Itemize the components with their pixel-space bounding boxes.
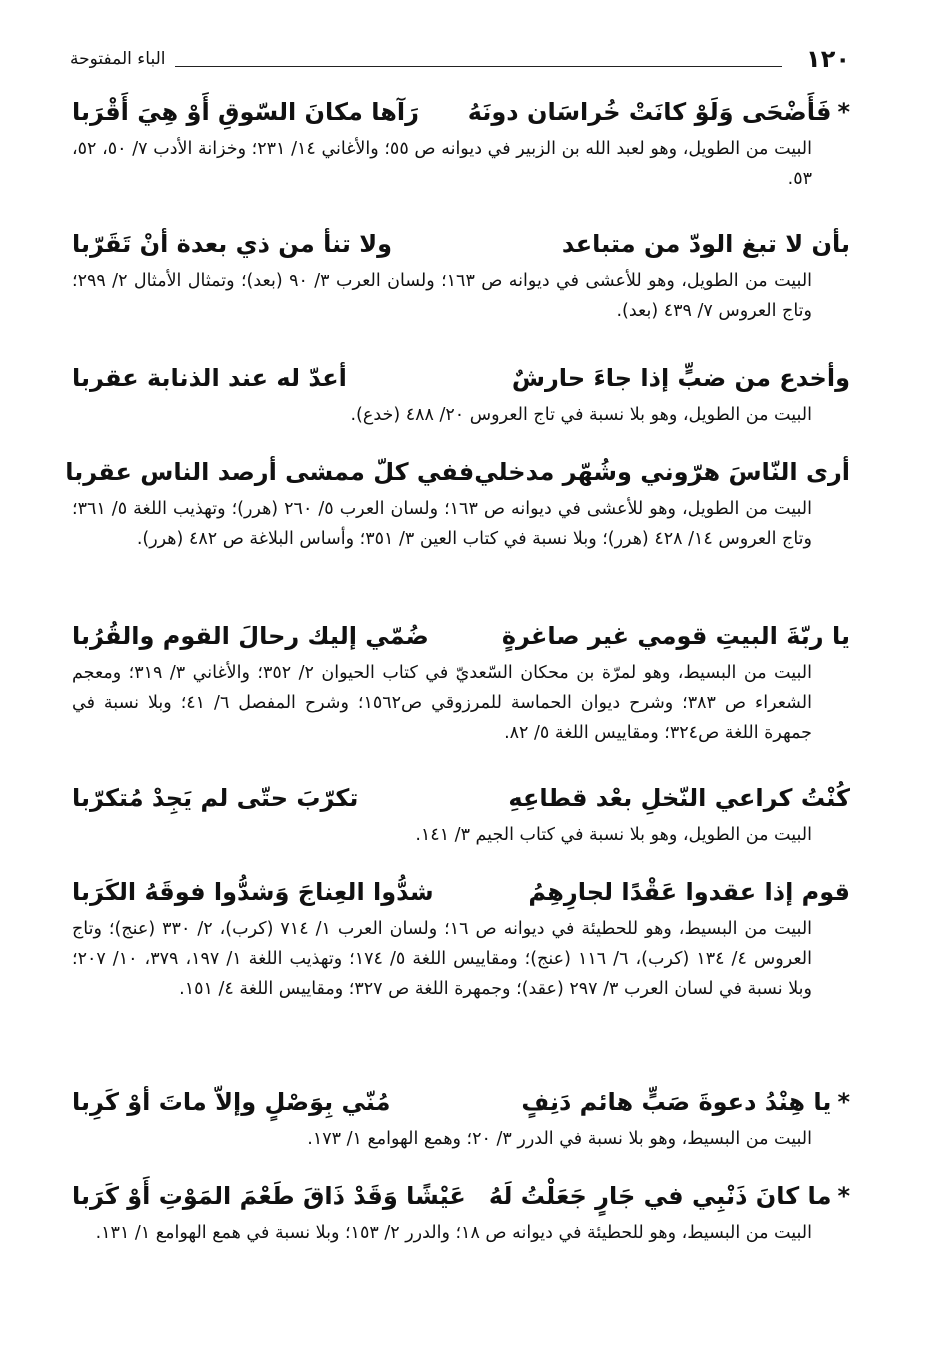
verse-note: البيت من البسيط، وهو لمرّة بن محكان السّعديّ في كتاب الحيوان ٢/ ٣٥٢؛ والأغاني ٣/ ٣١٩؛ ومعجم الشعراء ص ٣٨٣؛ وشرح ديوان الحماسة للمرزوقي ص١٥٦٢؛ وشرح المفصل ٦/ ٤١؛ وبلا نسبة في جمهرة اللغة ص٣٢٤؛ ومقاييس اللغة ٥/ ٨٢.: [72, 663, 812, 743]
verse-entry: [72, 616, 850, 748]
verse-note: البيت من الطويل، وهو بلا نسبة في كتاب الجيم ٣/ ١٤١.: [415, 825, 812, 845]
verse-entry: [72, 224, 850, 326]
first-hemistich: أرى النّاسَ هرّوني وشُهّر مدخلي: [474, 458, 850, 486]
verse-note: البيت من الطويل، وهو بلا نسبة في تاج العروس ٢٠/ ٤٨٨ (خدع).: [350, 405, 812, 425]
verse-entry: [72, 872, 850, 1004]
first-hemistich: وأخدع من ضبٍّ إذا جاءَ حارشٌ: [511, 364, 850, 392]
second-hemistich: رَآها مكانَ السّوقِ أَوْ هِيَ أَقْرَبا: [72, 98, 419, 126]
first-hemistich: قوم إذا عقدوا عَقْدًا لجارِهِمُ: [528, 878, 850, 906]
second-hemistich: مُنّي بِوَصْلٍ وإلاّ ماتَ أوْ كَرِبا: [72, 1088, 391, 1116]
verse-entry: [72, 1082, 850, 1154]
star-marker: *: [837, 1182, 850, 1210]
verse-line: [72, 224, 850, 264]
verse-note: البيت من البسيط، وهو للحطيئة في ديوانه ص ١٨؛ والدرر ٢/ ١٥٣؛ وبلا نسبة في همع الهوامع ١/ ١٣١.: [95, 1223, 812, 1243]
verse-note: البيت من البسيط، وهو بلا نسبة في الدرر ٣/ ٢٠؛ وهمع الهوامع ١/ ١٧٣.: [307, 1129, 812, 1149]
verse-note: البيت من الطويل، وهو لعبد الله بن الزبير في ديوانه ص ٥٥؛ والأغاني ١٤/ ٢٣١؛ وخزانة الأدب ٧/ ٥٠، ٥٢، ٥٣.: [72, 139, 813, 189]
verse-line: [72, 872, 850, 912]
verse-line: [72, 1082, 850, 1122]
first-hemistich: *ما كانَ ذَنْبِي في جَارٍ جَعَلْتُ لَهُ: [488, 1182, 850, 1210]
verse-entry: [72, 358, 850, 430]
verse-line: [72, 92, 850, 132]
page-number: ١٢٠: [806, 45, 850, 73]
verse-entry: [72, 92, 850, 194]
header-rule: [175, 52, 782, 67]
page-header: [70, 44, 850, 74]
first-hemistich: كُنْتُ كراعي النّخلِ بعْد قطاعِهِ: [508, 784, 850, 812]
first-hemistich: *يا هِنْدُ دعوةَ صَبٍّ هائم دَنِفٍ: [521, 1088, 850, 1116]
verse-line: [72, 778, 850, 818]
verse-note: البيت من البسيط، وهو للحطيئة في ديوانه ص ١٦؛ ولسان العرب ١/ ٧١٤ (كرب)، ٢/ ٣٣٠ (عنج)؛ وتاج العروس ٤/ ١٣٤ (كرب)، ٦/ ١١٦ (عنج)؛ ومقاييس اللغة ٥/ ١٧٤؛ وتهذيب اللغة ١/ ١٩٧، ٣٧٩، ١٠/ ٢٠٧؛ وبلا نسبة في لسان العرب ٣/ ٢٩٧ (عقد)؛ وجمهرة اللغة ص ٣٢٧؛ ومقاييس اللغة ٤/ ١٥١.: [72, 919, 813, 999]
first-hemistich: يا ربّةَ البيتِ قومي غير صاغرةٍ: [501, 622, 850, 650]
verse-line: [72, 616, 850, 656]
verse-entry: [72, 1176, 850, 1248]
second-hemistich: تكرّبَ حتّى لم يَجِدْ مُتكرّبا: [72, 784, 359, 812]
second-hemistich: ضُمّي إليك رحالَ القوم والقُرُبا: [72, 622, 429, 650]
verse-note: البيت من الطويل، وهو للأعشى في ديوانه ص ١٦٣؛ ولسان العرب ٥/ ٢٦٠ (هرر)؛ وتهذيب اللغة ٥/ ٣٦١؛ وتاج العروس ١٤/ ٤٢٨ (هرر)؛ وبلا نسبة في كتاب العين ٣/ ٣٥١؛ وأساس البلاغة ص ٤٨٢ (هرر).: [72, 499, 812, 549]
second-hemistich: عَيْشًا وَقَدْ ذَاقَ طَعْمَ المَوْتِ أَوْ كَرَبا: [72, 1182, 466, 1210]
first-hemistich: بأن لا تبغ الودّ من متباعد: [561, 230, 850, 258]
verse-entry: [72, 778, 850, 850]
verse-line: [72, 1176, 850, 1216]
second-hemistich: شدُّوا العِناجَ وَشدُّوا فوقَهُ الكَرَبا: [72, 878, 434, 906]
verse-entry: [65, 452, 850, 554]
star-marker: *: [837, 1088, 850, 1116]
verse-note: البيت من الطويل، وهو للأعشى في ديوانه ص ١٦٣؛ ولسان العرب ٣/ ٩٠ (بعد)؛ وتمثال الأمثال ٢/ ٢٩٩؛ وتاج العروس ٧/ ٤٣٩ (بعد).: [72, 271, 813, 321]
second-hemistich: ولا تنأ من ذي بعدة أنْ تَقَرّبا: [72, 230, 393, 258]
second-hemistich: ففي كلّ ممشى أرصد الناس عقربا: [65, 458, 475, 486]
verse-line: [65, 452, 850, 492]
chapter-title: الباء المفتوحة: [70, 49, 166, 69]
second-hemistich: أعدّ له عند الذنابة عقربا: [72, 364, 347, 392]
verse-line: [72, 358, 850, 398]
star-marker: *: [837, 98, 850, 126]
first-hemistich: *فَأَضْحَى وَلَوْ كانَتْ خُراسَان دونَهُ: [467, 98, 850, 126]
